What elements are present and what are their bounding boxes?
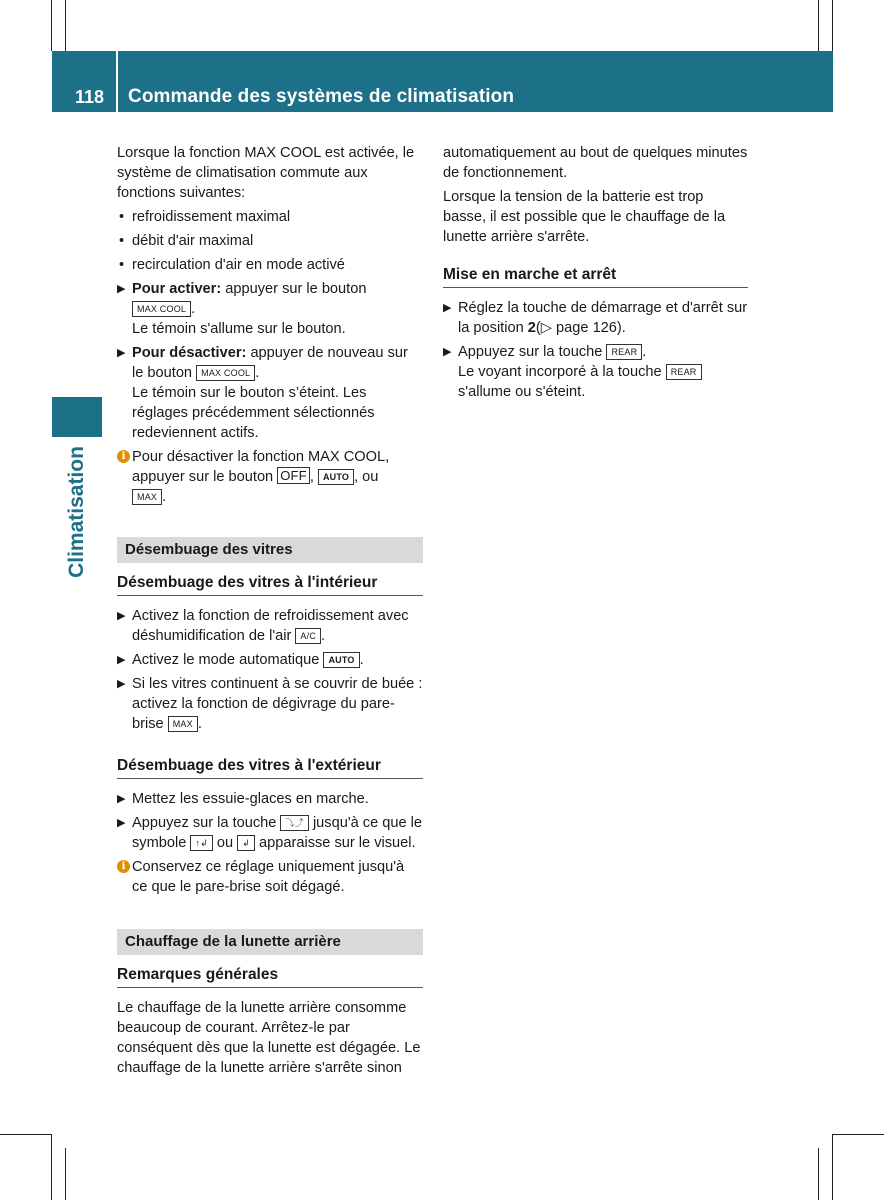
step-item: ▶ Appuyez sur la touche ⤵⤴ jusqu'à ce que le symbole ↑↲ ou ↲ apparaisse sur le visuel. <box>117 815 423 851</box>
left-column <box>117 143 423 1082</box>
airflow-footwell-icon: ↲ <box>237 835 255 851</box>
subsection-heading: Désembuage des vitres à l'extérieur <box>117 756 423 779</box>
air-distribution-key-icon: ⤵⤴ <box>280 815 308 831</box>
list-item: • refroidissement maximal <box>117 207 423 227</box>
subsection-heading: Mise en marche et arrêt <box>443 265 748 288</box>
airflow-windshield-footwell-icon: ↑↲ <box>190 835 212 851</box>
crop-mark <box>832 1134 833 1200</box>
crop-mark <box>65 0 66 51</box>
body-paragraph: Lorsque la tension de la batterie est trop basse, il est possible que le chauffage de la lunette arrière s'arrête. <box>443 189 726 245</box>
crop-mark <box>818 0 819 51</box>
off-key-icon: OFF <box>277 467 310 484</box>
step-arrow-icon: ▶ <box>117 283 126 295</box>
step-arrow-icon: ▶ <box>117 678 126 690</box>
step-arrow-icon: ▶ <box>117 817 126 829</box>
rear-window-defrost-key-icon: REAR <box>666 364 702 380</box>
step-item: ▶ Appuyez sur la touche REAR . Le voyant incorporé à la touche REAR s'allume ou s'éteint. <box>443 342 748 402</box>
crop-mark <box>51 1134 52 1200</box>
body-paragraph: automatiquement au bout de quelques minutes de fonctionnement. <box>443 145 748 181</box>
info-icon: i <box>117 860 130 873</box>
body-paragraph: Le chauffage de la lunette arrière consomme beaucoup de courant. Arrêtez-le par conséquent dès que la lunette est dégagée. Le chauffage de la lunette arrière s'arrête sinon <box>117 1000 421 1076</box>
windshield-defrost-max-key-icon: MAX <box>132 489 162 505</box>
step-desactiver: ▶ Pour désactiver: appuyer de nouveau sur le bouton MAX COOL . Le témoin sur le bouton s’éteint. Les réglages précédemment sélectionnés redeviennent actifs. <box>117 345 408 441</box>
crop-mark <box>818 1148 819 1200</box>
side-tab-label: Climatisation <box>65 446 88 578</box>
crop-mark <box>833 1134 884 1135</box>
info-icon: i <box>117 450 130 463</box>
step-activer: ▶ Pour activer: appuyer sur le bouton MAX COOL . Le témoin s'allume sur le bouton. <box>117 281 367 337</box>
info-note: i Conservez ce réglage uniquement jusqu'à ce que le pare-brise soit dégagé. <box>117 857 423 897</box>
side-tab-marker <box>52 397 102 437</box>
intro-paragraph: Lorsque la fonction MAX COOL est activée, le système de climatisation commute aux fonctions suivantes: <box>117 145 415 201</box>
step-arrow-icon: ▶ <box>117 347 126 359</box>
max-cool-key-icon: MAX COOL <box>196 365 255 381</box>
subsection-heading: Remarques générales <box>117 965 423 988</box>
step-arrow-icon: ▶ <box>117 610 126 622</box>
header-divider <box>116 51 118 112</box>
step-item: ▶ Réglez la touche de démarrage et d'arrêt sur la position 2(▷ page 126). <box>443 300 748 336</box>
crop-mark <box>0 1134 51 1135</box>
step-arrow-icon: ▶ <box>117 654 126 666</box>
step-arrow-icon: ▶ <box>443 346 452 358</box>
step-arrow-icon: ▶ <box>117 793 126 805</box>
step-item: ▶ Activez le mode automatique AUTO . <box>117 652 364 668</box>
list-item: • recirculation d'air en mode activé <box>117 255 423 275</box>
crop-mark <box>832 0 833 51</box>
ac-key-icon: A/C <box>295 628 321 644</box>
auto-key-icon: AUTO <box>318 469 354 485</box>
step-item: ▶ Mettez les essuie-glaces en marche. <box>117 791 369 807</box>
rear-window-defrost-key-icon: REAR <box>606 344 642 360</box>
auto-key-icon: AUTO <box>323 652 359 668</box>
info-note: i Pour désactiver la fonction MAX COOL, appuyer sur le bouton OFF , AUTO , ou MAX . <box>117 447 423 507</box>
page-number: 118 <box>75 87 105 107</box>
right-column <box>443 143 748 406</box>
chapter-title: Commande des systèmes de climatisation <box>128 86 515 107</box>
step-item: ▶ Activez la fonction de refroidissement avec déshumidification de l'air A/C . <box>117 608 409 644</box>
step-item: ▶ Si les vitres continuent à se couvrir de buée : activez la fonction de dégivrage du pare-brise MAX . <box>117 676 423 732</box>
side-tab <box>52 437 102 587</box>
step-arrow-icon: ▶ <box>443 302 452 314</box>
section-heading: Désembuage des vitres <box>117 537 423 563</box>
subsection-heading: Désembuage des vitres à l'intérieur <box>117 573 423 596</box>
max-cool-key-icon: MAX COOL <box>132 301 191 317</box>
section-heading: Chauffage de la lunette arrière <box>117 929 423 955</box>
windshield-defrost-max-key-icon: MAX <box>168 716 198 732</box>
crop-mark <box>51 0 52 51</box>
list-item: • débit d'air maximal <box>117 231 423 251</box>
crop-mark <box>65 1148 66 1200</box>
